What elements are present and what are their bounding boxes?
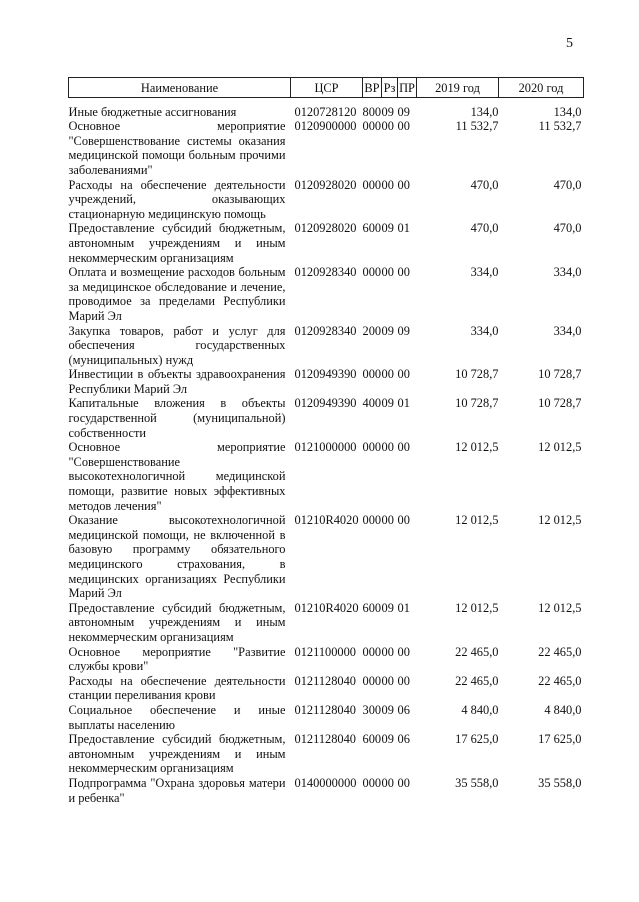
cell-2019: 470,0 <box>470 177 499 192</box>
cell-csr: 0121100000 <box>294 644 356 659</box>
cell-name: Закупка товаров, работ и услуг для обеспечения государственных (муниципальных) нужд <box>68 323 286 367</box>
table-row <box>69 776 584 805</box>
cell-vr: 000 <box>362 775 382 790</box>
cell-csr: 0120900000 <box>294 119 357 134</box>
table-row <box>69 674 584 703</box>
cell-rz: 09 <box>381 396 394 411</box>
cell-vr: 000 <box>362 367 382 382</box>
cell-vr: 200 <box>362 323 382 338</box>
cell-vr: 000 <box>362 265 382 280</box>
cell-name: Расходы на обеспечение деятельности учреждений, оказывающих стационарную медицинскую помощь <box>68 177 286 221</box>
table-row <box>69 645 584 674</box>
cell-rz: 00 <box>381 775 394 790</box>
cell-2019: 12 012,5 <box>455 440 499 455</box>
cell-pr: 09 <box>397 104 410 119</box>
page-number: 5 <box>566 36 573 51</box>
cell-pr: 00 <box>397 673 410 688</box>
cell-name: Иные бюджетные ассигнования <box>68 104 237 119</box>
cell-rz: 00 <box>381 367 394 382</box>
cell-2020: 470,0 <box>553 177 582 192</box>
cell-vr: 300 <box>362 702 382 717</box>
header-2019: 2019 год <box>417 78 499 98</box>
cell-name: Инвестиции в объекты здравоохранения Республики Марий Эл <box>68 367 286 396</box>
header-csr: ЦСР <box>291 78 363 98</box>
cell-csr: 0121128040 <box>294 702 356 717</box>
table-row <box>69 265 584 323</box>
cell-2020: 11 532,7 <box>538 119 582 134</box>
header-vr: ВР <box>363 78 382 98</box>
cell-pr: 00 <box>397 265 410 280</box>
cell-pr: 00 <box>397 119 410 134</box>
cell-pr: 01 <box>397 396 410 411</box>
cell-name: Оплата и возмещение расходов больным за медицинское обследование и лечение, проводимое за пределами Республики Марий Эл <box>68 265 286 323</box>
header-pr: ПР <box>398 78 417 98</box>
cell-rz: 00 <box>381 673 394 688</box>
header-2020: 2020 год <box>499 78 584 98</box>
cell-2019: 470,0 <box>470 221 499 236</box>
cell-rz: 09 <box>381 702 394 717</box>
cell-csr: 0120728120 <box>294 104 357 119</box>
cell-vr: 600 <box>362 600 382 615</box>
cell-csr: 0121128040 <box>294 732 356 747</box>
budget-table <box>68 77 584 805</box>
cell-2019: 334,0 <box>470 265 499 280</box>
table-row <box>69 367 584 396</box>
cell-2019: 22 465,0 <box>455 644 499 659</box>
cell-name: Подпрограмма "Охрана здоровья матери и ребенка" <box>68 775 286 805</box>
cell-2019: 10 728,7 <box>455 367 499 382</box>
cell-pr: 00 <box>397 513 410 528</box>
cell-2020: 134,0 <box>553 104 582 119</box>
cell-2020: 334,0 <box>553 265 582 280</box>
cell-pr: 06 <box>397 702 410 717</box>
table-row <box>69 221 584 265</box>
cell-2020: 10 728,7 <box>538 367 582 382</box>
cell-2019: 4 840,0 <box>461 702 499 717</box>
header-rz: Рз <box>382 78 398 98</box>
cell-csr: 0120928340 <box>294 323 357 338</box>
cell-pr: 00 <box>397 440 410 455</box>
cell-2019: 12 012,5 <box>455 600 499 615</box>
cell-csr: 0120949390 <box>294 367 357 382</box>
table-row <box>69 703 584 732</box>
cell-2019: 22 465,0 <box>455 673 499 688</box>
cell-csr: 0121128040 <box>294 673 356 688</box>
cell-pr: 00 <box>397 367 410 382</box>
table-row <box>69 732 584 776</box>
cell-pr: 00 <box>397 775 410 790</box>
cell-csr: 0121000000 <box>294 440 357 455</box>
cell-vr: 000 <box>362 440 382 455</box>
table-row <box>69 396 584 440</box>
cell-pr: 00 <box>397 177 410 192</box>
cell-2020: 12 012,5 <box>538 513 582 528</box>
cell-rz: 00 <box>381 119 394 134</box>
cell-csr: 0140000000 <box>294 775 357 790</box>
cell-vr: 000 <box>362 644 382 659</box>
table-row <box>69 601 584 645</box>
cell-2020: 470,0 <box>553 221 582 236</box>
cell-csr: 0120949390 <box>294 396 357 411</box>
cell-2020: 22 465,0 <box>538 673 582 688</box>
cell-name: Социальное обеспечение и иные выплаты населению <box>68 702 286 732</box>
cell-name: Основное мероприятие "Развитие службы крови" <box>68 644 286 674</box>
cell-rz: 00 <box>381 440 394 455</box>
header-name: Наименование <box>69 78 291 98</box>
table-row <box>69 97 584 119</box>
cell-2020: 22 465,0 <box>538 644 582 659</box>
cell-name: Предоставление субсидий бюджетным, автономным учреждениям и иным некоммерческим организациям <box>68 221 286 265</box>
cell-rz: 09 <box>381 323 394 338</box>
cell-rz: 00 <box>381 644 394 659</box>
cell-2020: 334,0 <box>553 323 582 338</box>
cell-rz: 09 <box>381 104 394 119</box>
cell-vr: 000 <box>362 673 382 688</box>
cell-2020: 10 728,7 <box>538 396 582 411</box>
cell-vr: 600 <box>362 732 382 747</box>
cell-2020: 12 012,5 <box>538 440 582 455</box>
cell-pr: 06 <box>397 732 410 747</box>
cell-rz: 00 <box>381 513 394 528</box>
cell-2019: 12 012,5 <box>455 513 499 528</box>
cell-2019: 10 728,7 <box>455 396 499 411</box>
cell-vr: 600 <box>362 221 382 236</box>
table-row <box>69 324 584 368</box>
cell-pr: 01 <box>397 221 410 236</box>
cell-2019: 35 558,0 <box>455 775 499 790</box>
cell-name: Основное мероприятие "Совершенствование системы оказания медицинской помощи больным прочими заболеваниями" <box>68 119 286 177</box>
cell-csr: 0120928020 <box>294 177 357 192</box>
cell-2020: 35 558,0 <box>538 775 582 790</box>
table-body <box>69 97 584 805</box>
cell-name: Основное мероприятие "Совершенствование высокотехнологичной медицинской помощи, развитие новых эффективных методов лечения" <box>68 440 286 513</box>
cell-csr: 01210R4020 <box>294 600 359 615</box>
cell-2020: 12 012,5 <box>538 600 582 615</box>
cell-name: Предоставление субсидий бюджетным, автономным учреждениям и иным некоммерческим организациям <box>68 600 286 644</box>
cell-name: Предоставление субсидий бюджетным, автономным учреждениям и иным некоммерческим организациям <box>68 732 286 776</box>
table-row <box>69 178 584 222</box>
cell-pr: 00 <box>397 644 410 659</box>
table-row <box>69 513 584 601</box>
cell-pr: 01 <box>397 600 410 615</box>
cell-2020: 4 840,0 <box>544 702 582 717</box>
cell-name: Расходы на обеспечение деятельности станции переливания крови <box>68 673 286 703</box>
table-header <box>69 78 584 98</box>
cell-rz: 00 <box>381 177 394 192</box>
cell-pr: 09 <box>397 323 410 338</box>
cell-rz: 09 <box>381 600 394 615</box>
cell-vr: 000 <box>362 177 382 192</box>
cell-2019: 334,0 <box>470 323 499 338</box>
cell-vr: 000 <box>362 119 382 134</box>
cell-2019: 134,0 <box>470 104 499 119</box>
cell-2019: 11 532,7 <box>455 119 499 134</box>
cell-name: Капитальные вложения в объекты государственной (муниципальной) собственности <box>68 396 286 440</box>
cell-vr: 400 <box>362 396 382 411</box>
table-row <box>69 119 584 177</box>
cell-2020: 17 625,0 <box>538 732 582 747</box>
cell-csr: 0120928340 <box>294 265 357 280</box>
cell-2019: 17 625,0 <box>455 732 499 747</box>
cell-rz: 09 <box>381 732 394 747</box>
cell-vr: 800 <box>362 104 382 119</box>
cell-vr: 000 <box>362 513 382 528</box>
cell-name: Оказание высокотехнологичной медицинской помощи, не включенной в базовую программу обязательного медицинского страхования, в медицинских организациях Республики Марий Эл <box>68 513 286 601</box>
cell-csr: 0120928020 <box>294 221 357 236</box>
table-row <box>69 440 584 513</box>
cell-csr: 01210R4020 <box>294 513 359 528</box>
cell-rz: 00 <box>381 265 394 280</box>
cell-rz: 09 <box>381 221 394 236</box>
